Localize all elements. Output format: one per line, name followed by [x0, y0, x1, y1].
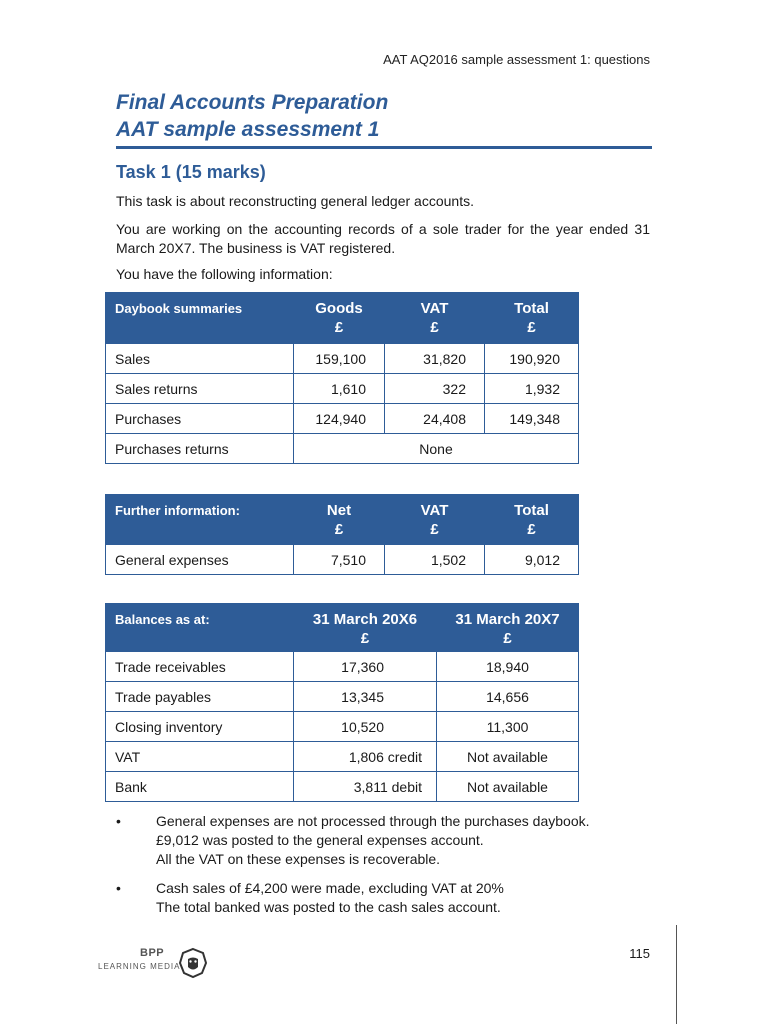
note-line: General expenses are not processed through the purchases daybook.: [156, 813, 590, 829]
logo-tagline: LEARNING MEDIA: [98, 962, 181, 971]
row-label: Sales: [106, 344, 294, 374]
currency-unit: £: [334, 319, 344, 336]
header-cell: [106, 604, 294, 652]
currency-unit: £: [360, 630, 370, 647]
footer-divider: [676, 925, 677, 1024]
row-label: Closing inventory: [106, 712, 294, 742]
table-row: [106, 682, 579, 712]
table-cell: 31,820: [385, 344, 485, 374]
row-label: General expenses: [106, 545, 294, 575]
table-cell: 149,348: [485, 404, 579, 434]
note-line: All the VAT on these expenses is recoverable.: [156, 851, 441, 867]
table-cell: 14,656: [437, 682, 579, 712]
row-label: Sales returns: [106, 374, 294, 404]
notes-list: [116, 812, 650, 927]
task-context: You are working on the accounting records of a sole trader for the year ended 31 March 20X7. The business is VAT registered.: [116, 221, 650, 256]
note-line: The total banked was posted to the cash sales account.: [156, 899, 501, 915]
row-label: Purchases returns: [106, 434, 294, 464]
currency-unit: £: [503, 630, 512, 647]
list-item: [116, 879, 650, 917]
header-cell: [294, 495, 385, 545]
task-lead-in: You have the following information:: [116, 266, 333, 282]
document-title: Final Accounts Preparation: [116, 91, 389, 114]
table-cell: Not available: [437, 742, 579, 772]
lion-head-icon: [178, 947, 208, 979]
title-underline: [116, 146, 652, 149]
header-label: Total: [514, 502, 549, 519]
table-cell: Not available: [437, 772, 579, 802]
row-label: Bank: [106, 772, 294, 802]
table-header-row: [106, 495, 579, 545]
table-cell: 1,932: [485, 374, 579, 404]
table-row: [106, 772, 579, 802]
table-cell: 11,300: [437, 712, 579, 742]
header-cell: [385, 495, 485, 545]
title-block: [116, 89, 652, 149]
header-label: Further information:: [115, 503, 240, 518]
logo-wordmark: BPP: [140, 947, 165, 959]
table-row: [106, 374, 579, 404]
header-cell: [485, 495, 579, 545]
table-cell: 9,012: [485, 545, 579, 575]
bullet-icon: •: [116, 813, 121, 829]
table-row: [106, 712, 579, 742]
header-cell: [294, 293, 385, 344]
table-header-row: [106, 293, 579, 344]
header-label: 31 March 20X7: [455, 611, 560, 628]
header-label: Total: [514, 300, 549, 317]
table-cell: 1,806 credit: [294, 742, 437, 772]
table-cell: 322: [385, 374, 485, 404]
balances-table: [105, 603, 579, 802]
table-cell: 124,940: [294, 404, 385, 434]
row-label: Trade receivables: [106, 652, 294, 682]
header-cell: [385, 293, 485, 344]
currency-unit: £: [527, 319, 536, 336]
table-cell: 159,100: [294, 344, 385, 374]
note-line: £9,012 was posted to the general expenses account.: [156, 832, 484, 848]
table-cell: 10,520: [294, 712, 437, 742]
row-label: VAT: [106, 742, 294, 772]
task-heading: Task 1 (15 marks): [116, 162, 266, 182]
document-subtitle: AAT sample assessment 1: [116, 118, 380, 141]
table-cell: 3,811 debit: [294, 772, 437, 802]
header-cell: [485, 293, 579, 344]
note-line: Cash sales of £4,200 were made, excluding VAT at 20%: [156, 880, 504, 896]
running-header: AAT AQ2016 sample assessment 1: questions: [383, 52, 650, 67]
header-cell: [437, 604, 579, 652]
table-row: [106, 404, 579, 434]
table-cell: 190,920: [485, 344, 579, 374]
list-item: [116, 812, 650, 869]
table-cell: 7,510: [294, 545, 385, 575]
table-header-row: [106, 604, 579, 652]
row-label: Trade payables: [106, 682, 294, 712]
header-cell: [106, 495, 294, 545]
currency-unit: £: [334, 521, 344, 538]
header-label: Goods: [315, 300, 363, 317]
table-row: [106, 652, 579, 682]
table-row: [106, 545, 579, 575]
header-label: Daybook summaries: [115, 301, 243, 316]
header-cell: [106, 293, 294, 344]
row-label: Purchases: [106, 404, 294, 434]
header-label: VAT: [420, 300, 449, 317]
table-row: [106, 742, 579, 772]
currency-unit: £: [430, 521, 439, 538]
header-label: VAT: [420, 502, 449, 519]
publisher-logo: [98, 947, 218, 983]
daybook-summaries-table: [105, 292, 579, 464]
further-information-table: [105, 494, 579, 575]
header-cell: [294, 604, 437, 652]
header-label: Balances as at:: [115, 612, 210, 627]
table-cell: 24,408: [385, 404, 485, 434]
page-number: 115: [629, 946, 650, 961]
header-label: Net: [326, 502, 352, 519]
header-label: 31 March 20X6: [312, 611, 418, 628]
table-cell: 17,360: [294, 652, 437, 682]
task-intro: This task is about reconstructing general ledger accounts.: [116, 193, 474, 209]
table-cell: 18,940: [437, 652, 579, 682]
table-row: [106, 344, 579, 374]
currency-unit: £: [430, 319, 439, 336]
bullet-icon: •: [116, 880, 121, 896]
table-cell: 13,345: [294, 682, 437, 712]
table-cell: 1,610: [294, 374, 385, 404]
table-cell: None: [294, 434, 579, 464]
table-cell: 1,502: [385, 545, 485, 575]
table-row: [106, 434, 579, 464]
currency-unit: £: [527, 521, 536, 538]
